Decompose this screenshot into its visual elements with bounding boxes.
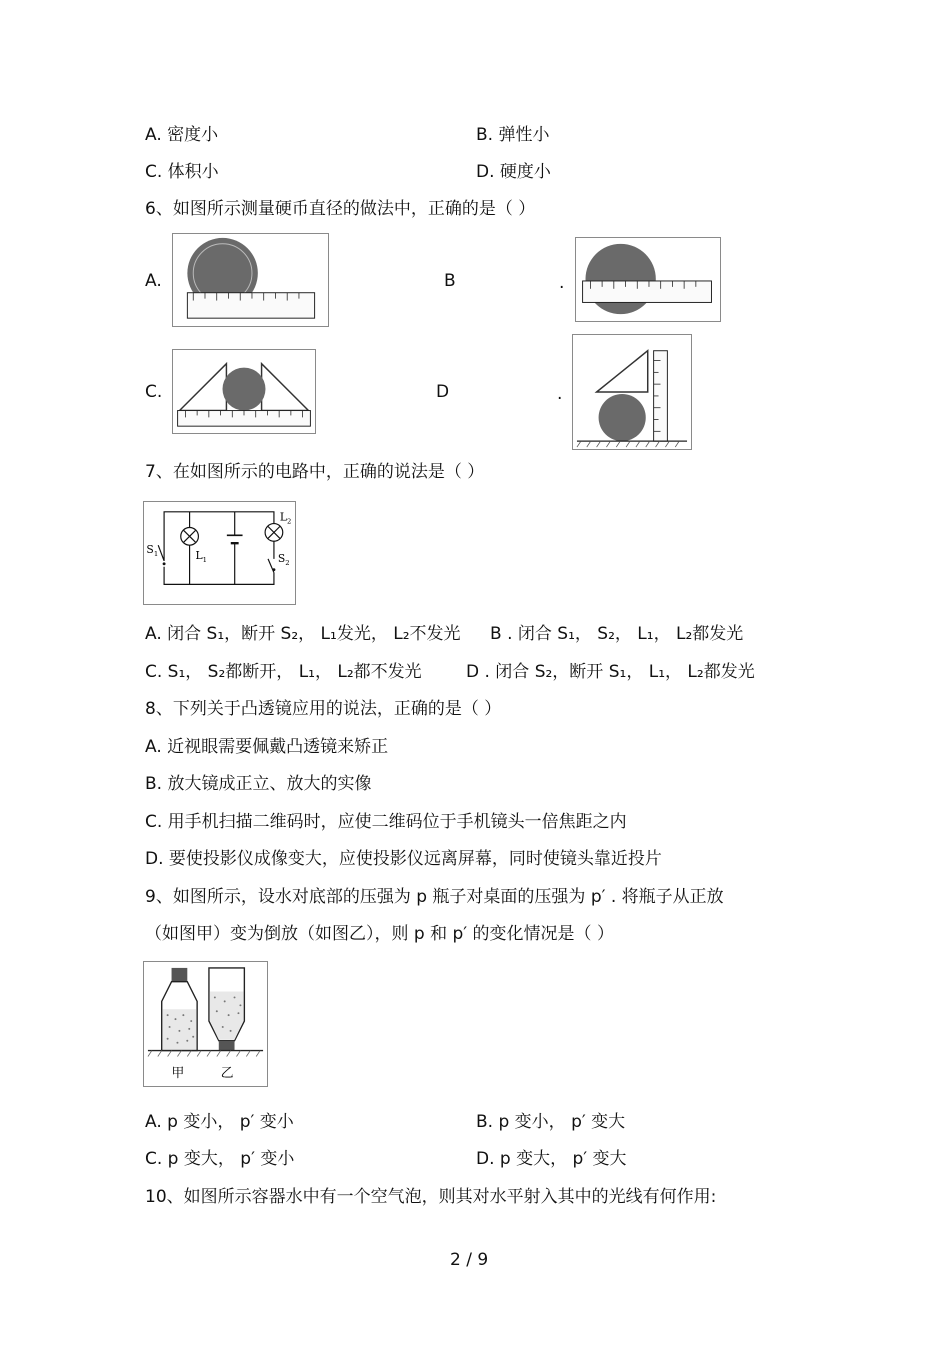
q6-label-b-dot: . — [559, 273, 565, 293]
q7-stem: 7、在如图所示的电路中，正确的说法是（ ） — [145, 462, 485, 482]
q9-option-a: A. p 变小， p′ 变小 — [145, 1112, 294, 1132]
fig-label-yi: 乙 — [220, 1066, 234, 1082]
q9-option-d: D. p 变大， p′ 变大 — [476, 1149, 627, 1169]
q6-label-c: C. — [145, 382, 163, 402]
q6-figure-d — [572, 334, 692, 450]
s2-label: $S_2$ — [277, 551, 290, 567]
q6-figure-c — [172, 349, 316, 434]
q5-option-b: B. 弹性小 — [476, 125, 550, 145]
q10-stem: 10、如图所示容器水中有一个空气泡，则其对水平射入其中的光线有何作用: — [145, 1187, 717, 1207]
q8-option-a: A. 近视眼需要佩戴凸透镜来矫正 — [145, 737, 389, 757]
q9-bottles-figure — [143, 961, 268, 1087]
q9-option-c: C. p 变大， p′ 变小 — [145, 1149, 295, 1169]
q6-label-d: D — [436, 382, 450, 402]
q7-option-d: D . 闭合 S₂，断开 S₁， L₁， L₂都发光 — [466, 662, 755, 682]
q7-option-b: B . 闭合 S₁， S₂， L₁， L₂都发光 — [490, 624, 744, 644]
q5-option-d: D. 硬度小 — [476, 162, 551, 182]
q9-option-b: B. p 变小， p′ 变大 — [476, 1112, 626, 1132]
q8-option-c: C. 用手机扫描二维码时，应使二维码位于手机镜头一倍焦距之内 — [145, 812, 627, 832]
q7-option-a: A. 闭合 S₁，断开 S₂， L₁发光， L₂不发光 — [145, 624, 461, 644]
q5-option-c: C. 体积小 — [145, 162, 219, 182]
q7-option-c: C. S₁， S₂都断开， L₁， L₂都不发光 — [145, 662, 422, 682]
q6-figure-a — [172, 233, 329, 327]
q6-label-a: A. — [145, 271, 162, 291]
q8-option-b: B. 放大镜成正立、放大的实像 — [145, 774, 372, 794]
q6-figure-b — [575, 237, 721, 322]
fig-label-jia: 甲 — [171, 1066, 185, 1082]
l2-label: $L_2$ — [279, 510, 292, 526]
q7-circuit-figure — [143, 501, 296, 605]
q6-stem: 6、如图所示测量硬币直径的做法中，正确的是（ ） — [145, 199, 536, 219]
q9-stem-line2: （如图甲）变为倒放（如图乙），则 p 和 p′ 的变化情况是（ ） — [145, 924, 614, 944]
l1-label: $L_1$ — [195, 548, 208, 564]
q5-option-a: A. 密度小 — [145, 125, 219, 145]
q8-option-d: D. 要使投影仪成像变大，应使投影仪远离屏幕，同时使镜头靠近投片 — [145, 849, 662, 869]
s1-label: $S_1$ — [146, 543, 159, 558]
q9-stem-line1: 9、如图所示，设水对底部的压强为 p 瓶子对桌面的压强为 p′ . 将瓶子从正放 — [145, 887, 724, 907]
page-number: 2 / 9 — [450, 1250, 489, 1270]
q6-label-b: B — [444, 271, 456, 291]
q6-label-d-dot: . — [557, 384, 563, 404]
q8-stem: 8、下列关于凸透镜应用的说法，正确的是（ ） — [145, 699, 502, 719]
